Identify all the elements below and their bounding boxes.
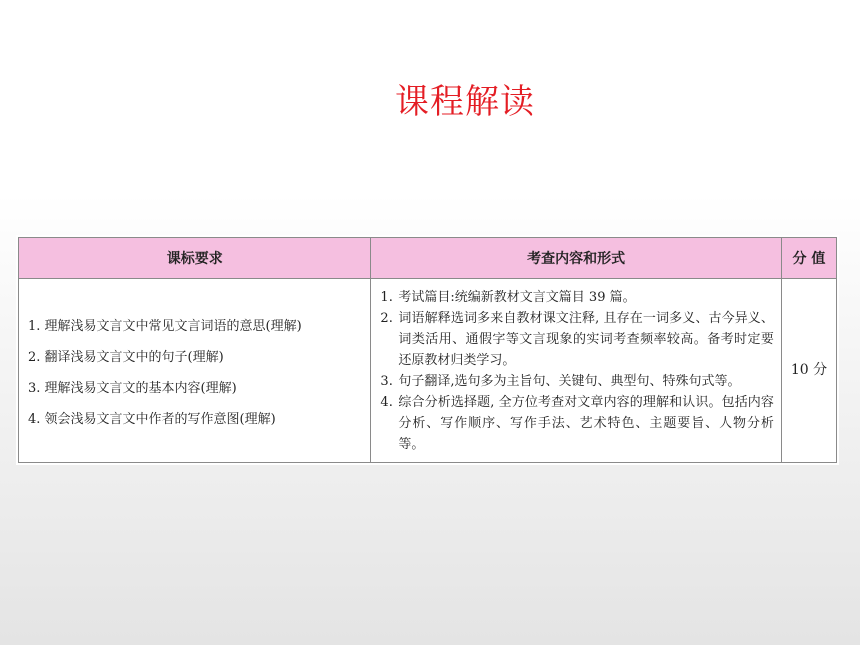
content-item-number: 3. [380,373,393,389]
header-score: 分 值 [781,238,836,279]
content-item-number: 4. [380,394,393,410]
requirement-item: 4. 领会浅易文言文中作者的写作意图(理解) [28,411,276,427]
score-cell: 10 分 [781,279,836,463]
header-requirements: 课标要求 [19,238,371,279]
requirements-list [20,307,369,435]
content-item-text: 考试篇目:统编新教材文言文篇目 39 篇。 [398,289,636,305]
requirement-item: 2. 翻译浅易文言文中的句子(理解) [28,349,224,365]
table-row [19,279,837,463]
content-item [380,371,774,392]
content-item-text: 词语解释选词多来自教材课文注释, 且存在一词多义、古今异义、词类活用、通假字等文言现象的实词考查频率较高。备考时定要还原教材归类学习。 [398,310,774,368]
content-list [372,283,780,459]
content-item [380,392,774,455]
course-table [18,237,837,463]
content-item [380,287,774,308]
content-item-text: 句子翻译,选句多为主旨句、关键句、典型句、特殊句式等。 [398,373,741,389]
requirement-item: 3. 理解浅易文言文的基本内容(理解) [28,380,237,396]
content-cell [371,279,782,463]
page-title: 课程解读 [395,82,535,122]
content-item-number: 2. [380,310,393,326]
requirement-item: 1. 理解浅易文言文中常见文言词语的意思(理解) [28,318,302,334]
table-header-row [19,238,837,279]
header-content: 考查内容和形式 [371,238,782,279]
content-item-number: 1. [380,289,393,305]
course-table-container [16,235,839,465]
requirements-cell [19,279,371,463]
content-item [380,308,774,371]
content-item-text: 综合分析选择题, 全方位考查对文章内容的理解和认识。包括内容分析、写作顺序、写作手法、艺术特色、主题要旨、人物分析等。 [398,394,774,452]
